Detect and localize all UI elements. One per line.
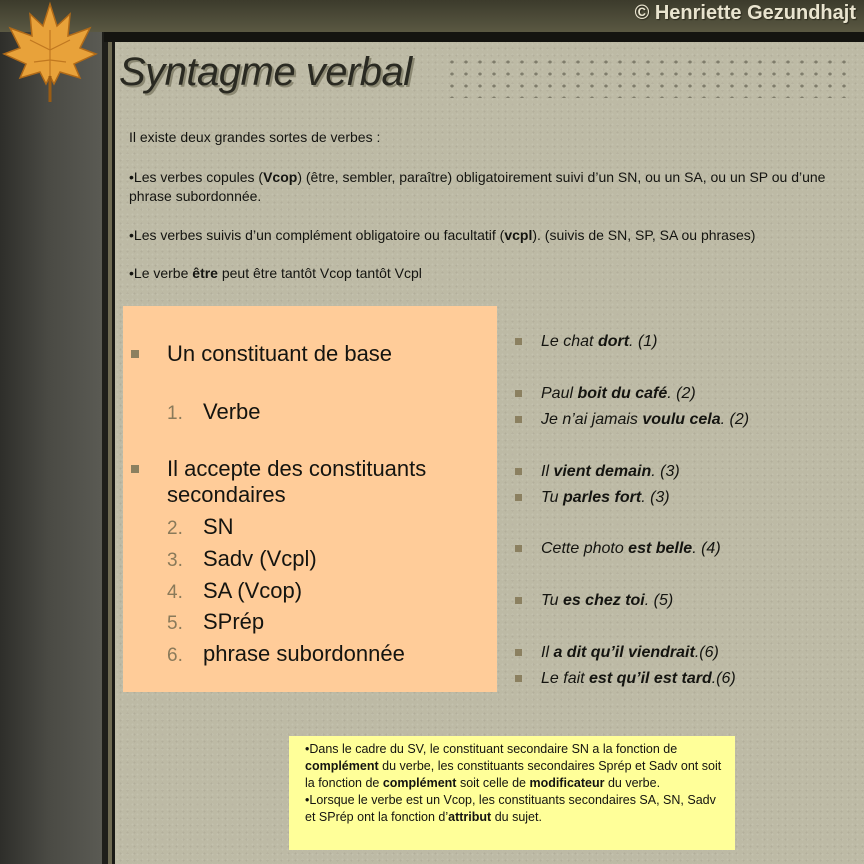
slide-title: Syntagme verbal bbox=[119, 50, 412, 94]
band-stripe bbox=[104, 32, 864, 42]
square-bullet-icon bbox=[515, 338, 522, 345]
square-bullet-icon bbox=[131, 465, 139, 473]
list-item: 5. SPrép bbox=[167, 609, 265, 634]
list-item: 4. SA (Vcop) bbox=[167, 578, 303, 603]
list-item: 1. Verbe bbox=[167, 399, 261, 424]
copyright: © Henriette Gezundhajt bbox=[634, 2, 856, 24]
intro-line-3: •Les verbes suivis d’un complément obligatoire ou facultatif (vcpl). (suivis de SN, SP, SA ou phrases) bbox=[129, 227, 756, 243]
note-box bbox=[289, 736, 735, 850]
title-dots bbox=[445, 56, 855, 98]
note-paragraph-1: •Dans le cadre du SV, le constituant secondaire SN a la fonction de complément du verbe, les constituants secondaires Sprép et Sadv ont soit la fonction de complément soit celle de modificateur du verbe. bbox=[305, 742, 722, 790]
square-bullet-icon bbox=[515, 494, 522, 501]
square-bullet-icon bbox=[515, 545, 522, 552]
square-bullet-icon bbox=[515, 416, 522, 423]
square-bullet-icon bbox=[515, 597, 522, 604]
intro-line-1: Il existe deux grandes sortes de verbes : bbox=[129, 129, 381, 145]
list-item: 6. phrase subordonnée bbox=[167, 641, 405, 666]
intro-line-4: •Le verbe être peut être tantôt Vcop tantôt Vcpl bbox=[129, 265, 422, 281]
note-paragraph-2: •Lorsque le verbe est un Vcop, les constituants secondaires SA, SN, Sadv et SPrép ont la fonction d’attribut du sujet. bbox=[305, 793, 716, 824]
maple-leaf-icon bbox=[0, 0, 100, 104]
left-column bbox=[0, 32, 108, 864]
square-bullet-icon bbox=[515, 675, 522, 682]
constituents-box: Un constituant de base 1. Verbe Il accepte des constituants secondaires 2. SN 3. Sadv (Vcpl) 4. SA (Vcop) 5. SPrép 6. phrase subordonnée bbox=[123, 306, 497, 692]
intro-line-2: •Les verbes copules (Vcop) (être, sembler, paraître) obligatoirement suivi d’un SN, ou un SA, ou un SP ou d’une phrase subordonnée. bbox=[129, 169, 826, 204]
square-bullet-icon bbox=[515, 390, 522, 397]
list-item: 3. Sadv (Vcpl) bbox=[167, 546, 317, 571]
square-bullet-icon bbox=[515, 468, 522, 475]
square-bullet-icon bbox=[131, 350, 139, 358]
square-bullet-icon bbox=[515, 649, 522, 656]
list-item: 2. SN bbox=[167, 514, 234, 539]
content-panel: Syntagme verbal Il existe deux grandes sortes de verbes : •Les verbes copules (Vcop) (être, sembler, paraître) obligatoirement suivi d’un SN, ou un SA, ou un SP ou d’une phrase subordonnée. •Les verbes suivis d’un complément obligatoire ou facultatif (vcpl). (suivis de SN, SP, SA ou phrases) •Le verbe être peut être tantôt Vcop tantôt Vcpl Un constituant de base 1. Verbe Il accepte des constituants secondaires 2. SN 3. Sadv (Vcpl) 4. SA (Vcop) 5. SPrép 6. phrase subordonnée Le chat dort. (1) Paul boit du café. (2) Je n’ai jamais voulu cela. (2) Il vient demain. (3) Tu parles fort. (3) Cette photo est belle. (4) Tu es chez toi. (5) Il a dit qu’il viendrait.(6) Le fait est qu’il est tard.(6) •Dans le cadre du SV, le constituant secondaire SN a la fonction de complément du verbe, les constituants secondaires Sprép et Sadv ont soit la fonction de complément soit celle de modificateur du verbe. •Lorsque le verbe est un Vcop, les constituants secondaires SA, SN, Sadv et SPrép ont la fonction d’attribut du sujet. bbox=[112, 42, 864, 864]
